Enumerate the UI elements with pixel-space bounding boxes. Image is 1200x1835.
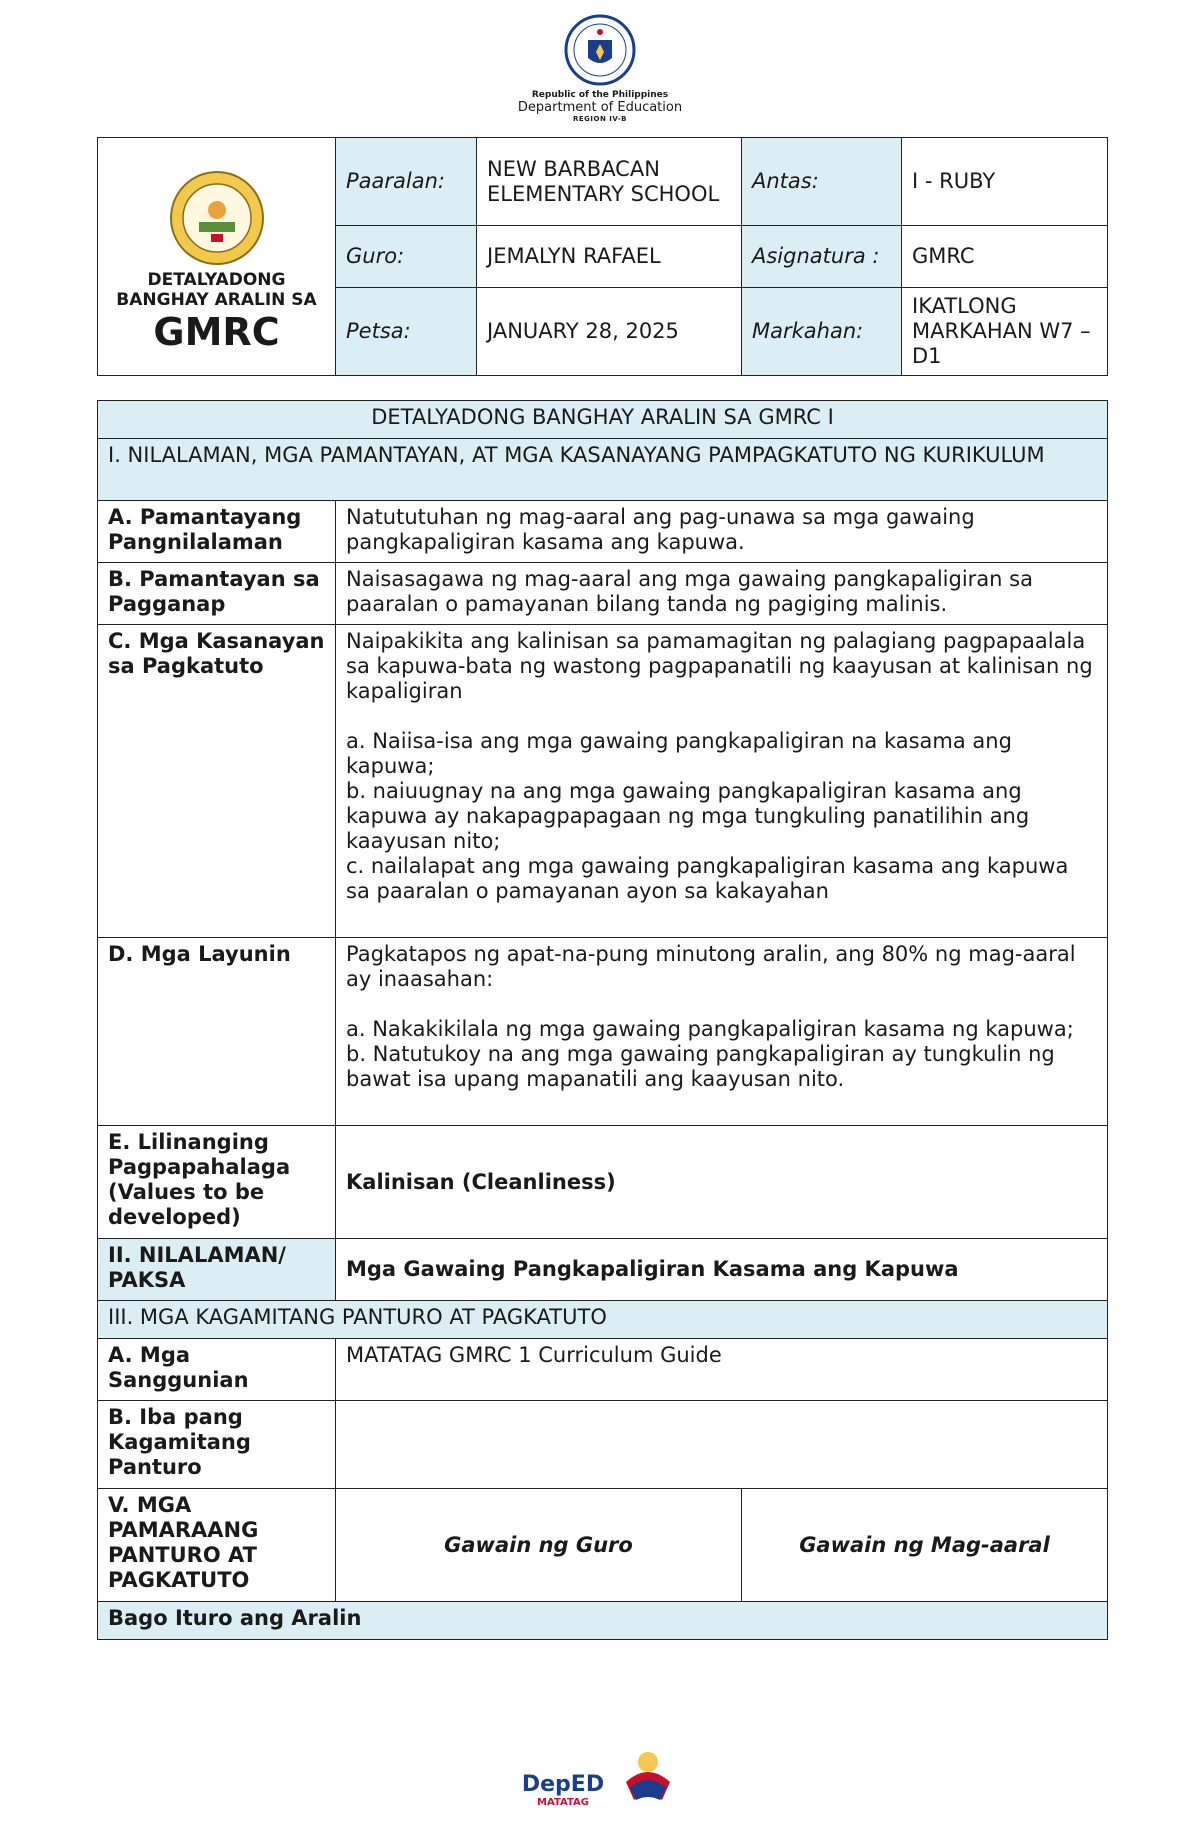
date-value: JANUARY 28, 2025: [477, 288, 742, 376]
republic-label: Republic of the Philippines: [531, 90, 669, 100]
content-standard-text: Natututuhan ng mag-aaral ang pag-unawa sa mga gawaing pangkapaligiran kasama ang kapuwa.: [336, 501, 1108, 563]
region-label: REGION IV-B: [572, 115, 628, 123]
bagong-pilipinas-logo-icon: [618, 1742, 678, 1808]
lesson-plan-table: [97, 400, 1108, 1640]
plan-title: DETALYADONG BANGHAY ARALIN SA GMRC I: [98, 401, 1108, 439]
quarter-label: Markahan:: [742, 288, 902, 376]
deped-seal-icon: [564, 14, 636, 86]
page-header: [0, 14, 1200, 123]
section-3-heading: III. MGA KAGAMITANG PANTURO AT PAGKATUTO: [98, 1301, 1108, 1339]
performance-standard-label: B. Pamantayan sa Pagganap: [98, 563, 336, 625]
performance-standard-text: Naisasagawa ng mag-aaral ang mga gawaing pangkapaligiran sa paaralan o pamayanan bilang tanda ng pagiging malinis.: [336, 563, 1108, 625]
school-label: Paaralan:: [336, 138, 477, 226]
plan-label: DETALYADONG BANGHAY ARALIN SA: [116, 269, 317, 310]
learning-competencies-text: Naipakikita ang kalinisan sa pamamagitan ng palagiang pagpapaalala sa kapuwa-bata ng wastong pagpapanatili ng kaayusan at kalinisan ng kapaligiran a. Naiisa-isa ang mga gawaing pangkapaligiran na kasama ang kapuwa; b. naiuugnay na ang mga gawaing pangkapaligiran kasama ang kapuwa ay nakapagpapagaan ng mga tungkuling panatilihin ang kaayusan nito; c. nailalapat ang mga gawaing pangkapaligiran kasama ang kapuwa sa paaralan o pamayanan ayon sa kakayahan: [336, 625, 1108, 938]
references-text: MATATAG GMRC 1 Curriculum Guide: [336, 1339, 1108, 1401]
subject-label: Asignatura :: [742, 226, 902, 288]
school-value: NEW BARBACAN ELEMENTARY SCHOOL: [477, 138, 742, 226]
matatag-logo-text: MATATAG: [537, 1797, 589, 1808]
teacher-value: JEMALYN RAFAEL: [477, 226, 742, 288]
lesson-info-table: [97, 137, 1108, 376]
objectives-text: Pagkatapos ng apat-na-pung minutong aralin, ang 80% ng mag-aaral ay inaasahan: a. Nakakikilala ng mga gawaing pangkapaligiran kasama ng kapuwa; b. Natutukoy na ang mga gawaing pangkapaligiran ay tungkulin ng bawat isa upang mapanatili ang kaayusan nito.: [336, 938, 1108, 1126]
values-text: Kalinisan (Cleanliness): [336, 1126, 1108, 1239]
before-lesson-heading: Bago Ituro ang Aralin: [98, 1602, 1108, 1640]
date-label: Petsa:: [336, 288, 477, 376]
references-label: A. Mga Sanggunian: [98, 1339, 336, 1401]
topic-text: Mga Gawaing Pangkapaligiran Kasama ang Kapuwa: [336, 1239, 1108, 1301]
deped-matatag-logo: [522, 1772, 604, 1808]
subject-title: GMRC: [153, 309, 280, 354]
other-materials-text: [336, 1401, 1108, 1489]
teacher-label: Guro:: [336, 226, 477, 288]
values-label: E. Lilinanging Pagpapahalaga (Values to be developed): [98, 1126, 336, 1239]
school-seal-icon: [169, 170, 265, 266]
grade-value: I - RUBY: [902, 138, 1108, 226]
section-1-heading: I. NILALAMAN, MGA PAMANTAYAN, AT MGA KASANAYANG PAMPAGKATUTO NG KURIKULUM: [98, 439, 1108, 501]
department-label: Department of Education: [517, 100, 683, 115]
subject-value: GMRC: [902, 226, 1108, 288]
procedures-label: V. MGA PAMARAANG PANTURO AT PAGKATUTO: [98, 1489, 336, 1602]
school-logo-cell: [98, 138, 336, 376]
teacher-activity-header: Gawain ng Guro: [336, 1489, 742, 1602]
grade-label: Antas:: [742, 138, 902, 226]
other-materials-label: B. Iba pang Kagamitang Panturo: [98, 1401, 336, 1489]
page-footer: [0, 1742, 1200, 1808]
student-activity-header: Gawain ng Mag-aaral: [742, 1489, 1108, 1602]
deped-logo-text: DepED: [521, 1772, 605, 1797]
quarter-value: IKATLONG MARKAHAN W7 – D1: [902, 288, 1108, 376]
learning-competencies-label: C. Mga Kasanayan sa Pagkatuto: [98, 625, 336, 938]
objectives-label: D. Mga Layunin: [98, 938, 336, 1126]
topic-label: II. NILALAMAN/ PAKSA: [98, 1239, 336, 1301]
content-standard-label: A. Pamantayang Pangnilalaman: [98, 501, 336, 563]
